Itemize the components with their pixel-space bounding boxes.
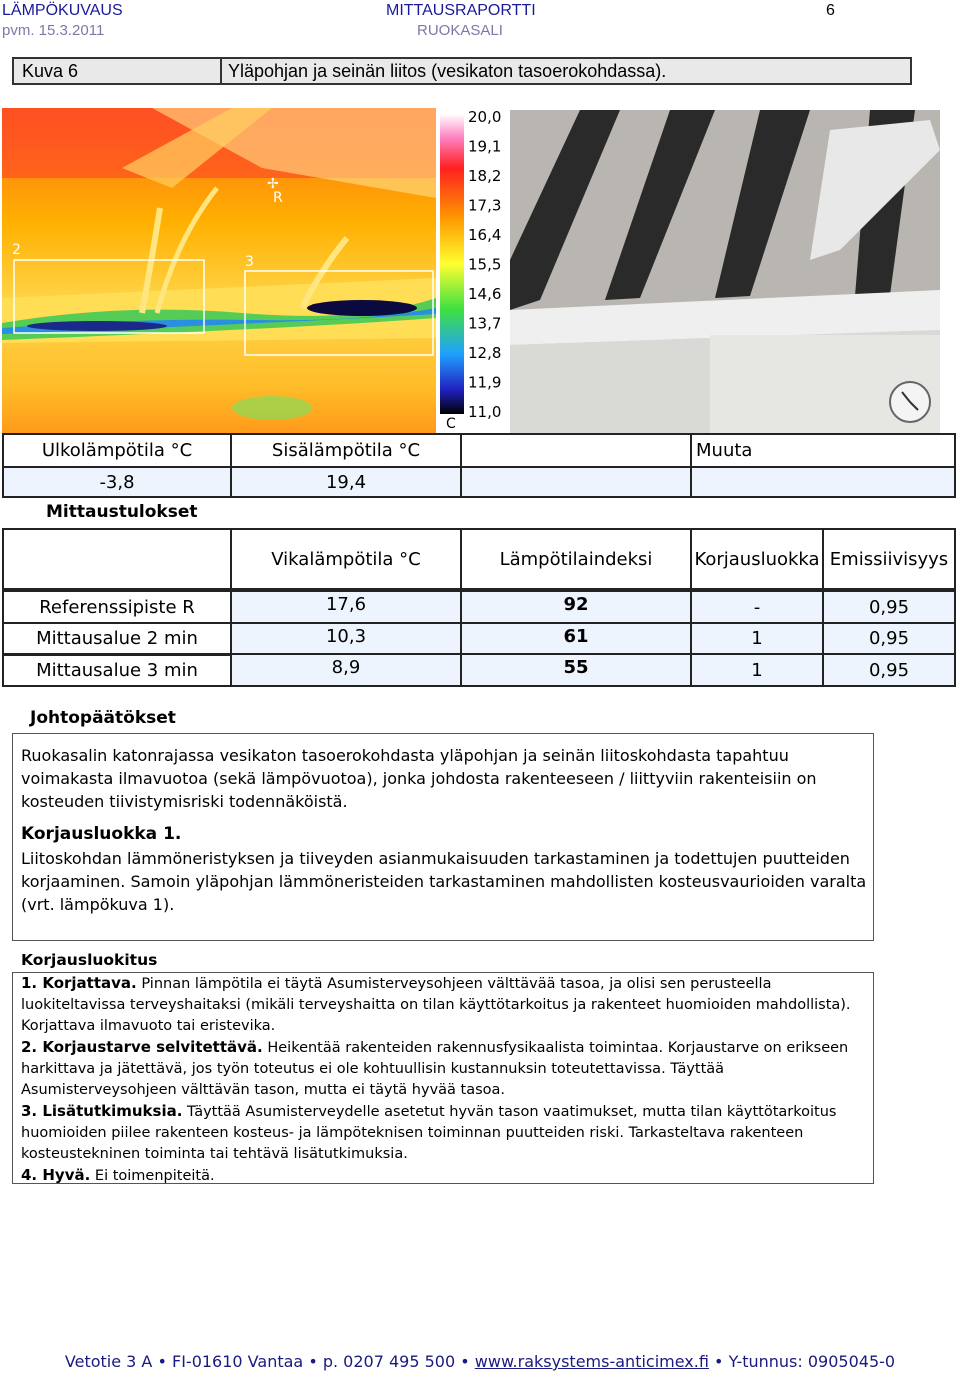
scale-label: 14,6 bbox=[468, 285, 502, 303]
classification-item-head: 3. Lisätutkimuksia. bbox=[21, 1102, 183, 1120]
footer-website-link[interactable]: www.raksystems-anticimex.fi bbox=[474, 1352, 709, 1371]
spacer-header bbox=[460, 433, 692, 468]
result-cell-label: Mittausalue 3 min bbox=[2, 653, 232, 687]
result-cell-index: 55 bbox=[460, 653, 692, 687]
classification-box bbox=[12, 972, 874, 1184]
scale-label: 17,3 bbox=[468, 196, 502, 215]
classification-item bbox=[21, 973, 869, 1037]
classification-item-head: 4. Hyvä. bbox=[21, 1166, 91, 1184]
scale-label: 19,1 bbox=[468, 137, 502, 156]
classification-item-text: Ei toimenpiteitä. bbox=[90, 1168, 215, 1184]
result-cell-index: 92 bbox=[460, 590, 692, 624]
report-type: MITTAUSRAPORTTI bbox=[386, 2, 536, 19]
column-temp-index: Lämpötilaindeksi bbox=[460, 528, 692, 590]
footer-business-id: Y-tunnus: 0905045-0 bbox=[728, 1352, 896, 1371]
footer-phone: p. 0207 495 500 bbox=[322, 1352, 456, 1371]
conclusions-repair-text: Liitoskohdan lämmöneristyksen ja tiiveyden asianmukaisuuden tarkastaminen ja todettujen puutteiden korjaaminen. Samoin yläpohjan lämmöneristeiden tarkastaminen mahdollisten kosteusvaurioiden varalta (vrt. lämpökuva 1). bbox=[21, 849, 867, 914]
figure-number: Kuva 6 bbox=[14, 59, 222, 83]
other-value bbox=[690, 466, 956, 498]
classification-item-text: Pinnan lämpötila ei täytä Asumisterveysohjeen välttävää tasoa, ja olisi sen perusteella luokiteltavissa terveyshaitaksi (mikäli terveyshaitta on tilan käyttötarkoitus ja rakenteet huomioiden mahdollista). Korjattava ilmavuoto tai eristevika. bbox=[21, 976, 851, 1034]
result-cell-emissivity: 0,95 bbox=[822, 622, 956, 656]
indoor-temp-value: 19,4 bbox=[230, 466, 462, 498]
result-cell-label: Referenssipiste R bbox=[2, 590, 232, 624]
classification-title: Korjausluokitus bbox=[21, 951, 158, 969]
classification-item-text: Täyttää Asumisterveydelle asetetut hyvän tason vaatimukset, mutta tilan käyttötarkoitus huomioiden piilee rakenteen kosteus- ja lämpöteknisen toiminnan puutteiden riski. Tarkasteltava rakenteen kosteustekninen toiminta tai tehtävä lisätutkimuksia. bbox=[21, 1104, 837, 1162]
result-cell-temp: 10,3 bbox=[230, 622, 462, 656]
conclusions-box bbox=[12, 733, 874, 941]
classification-item-head: 2. Korjaustarve selvitettävä. bbox=[21, 1038, 263, 1056]
scale-label: 18,2 bbox=[468, 167, 502, 185]
spacer-value bbox=[460, 466, 692, 498]
indoor-temp-header: Sisälämpötila °C bbox=[230, 433, 462, 468]
column-repair-class: Korjausluokka bbox=[690, 528, 824, 590]
classification-item bbox=[21, 1101, 869, 1165]
footer: Vetotie 3 A • FI-01610 Vantaa • p. 0207 495 500 • www.raksystems-anticimex.fi • Y-tunnus: 0905045-0 bbox=[64, 1352, 896, 1371]
results-corner bbox=[2, 528, 232, 590]
classification-item bbox=[21, 1165, 869, 1187]
classification-item-text: Heikentää rakenteiden rakennusfysikaalista toimintaa. Korjaustarve on erikseen harkittava ja jätettävä, jos työn toteutus ei ole kohtuullisin kustannuksin toteutettavissa. Täyttää Asumisterveysohjeen välttävän tason, mutta ei täytä hyvää tasoa. bbox=[21, 1040, 849, 1098]
result-cell-emissivity: 0,95 bbox=[822, 653, 956, 687]
scale-label: 13,7 bbox=[468, 314, 502, 333]
results-title: Mittaustulokset bbox=[46, 502, 198, 522]
color-scale-bar bbox=[440, 114, 464, 414]
result-cell-label: Mittausalue 2 min bbox=[2, 622, 232, 656]
report-date: pvm. 15.3.2011 bbox=[2, 22, 105, 39]
result-cell-index: 61 bbox=[460, 622, 692, 656]
scale-label: 12,8 bbox=[468, 344, 502, 362]
conclusions-text: Ruokasalin katonrajassa vesikaton tasoerokohdasta yläpohjan ja seinän liitoskohdasta tapahtuu voimakasta ilmavuotoa (sekä lämpövuotoa), jonka johdosta rakenteeseen / liittyviin rakenteisiin on kosteuden tiivistymisriski todennäköistä. bbox=[21, 746, 817, 811]
room-name: RUOKASALI bbox=[417, 22, 503, 39]
conclusions-repair-class: Korjausluokka 1. bbox=[21, 824, 182, 844]
svg-text:✢: ✢ bbox=[267, 176, 279, 192]
column-emissivity: Emissiivisyys bbox=[822, 528, 956, 590]
result-cell-temp: 8,9 bbox=[230, 653, 462, 687]
other-header: Muuta bbox=[690, 433, 956, 468]
outdoor-temp-value: -3,8 bbox=[2, 466, 232, 498]
scale-unit: C bbox=[446, 416, 456, 432]
column-fault-temp: Vikalämpötila °C bbox=[230, 528, 462, 590]
result-cell-temp: 17,6 bbox=[230, 590, 462, 624]
thermal-image bbox=[2, 108, 510, 433]
scale-label: 16,4 bbox=[468, 226, 502, 244]
result-cell-emissivity: 0,95 bbox=[822, 590, 956, 624]
ceiling-photo bbox=[510, 110, 940, 433]
classification-item-head: 1. Korjattava. bbox=[21, 974, 137, 992]
scale-label: 11,9 bbox=[468, 373, 502, 392]
result-cell-class: 1 bbox=[690, 622, 824, 656]
footer-city: FI-01610 Vantaa bbox=[172, 1352, 304, 1371]
reference-point-label: R bbox=[273, 190, 283, 206]
area-2-label: 2 bbox=[12, 242, 21, 258]
result-cell-class: 1 bbox=[690, 653, 824, 687]
outdoor-temp-header: Ulkolämpötila °C bbox=[2, 433, 232, 468]
result-cell-class: - bbox=[690, 590, 824, 624]
scale-label: 15,5 bbox=[468, 255, 502, 274]
figure-title: Yläpohjan ja seinän liitos (vesikaton tasoerokohdassa). bbox=[228, 61, 667, 81]
scale-label: 20,0 bbox=[468, 108, 502, 126]
figure-caption bbox=[12, 57, 912, 85]
page-number: 6 bbox=[826, 2, 835, 19]
conclusions-title: Johtopäätökset bbox=[30, 708, 176, 728]
document-title: LÄMPÖKUVAUS bbox=[2, 2, 123, 19]
area-3-label: 3 bbox=[245, 254, 254, 270]
footer-address: Vetotie 3 A bbox=[64, 1352, 153, 1371]
scale-label: 11,0 bbox=[468, 403, 502, 421]
classification-item bbox=[21, 1037, 869, 1101]
